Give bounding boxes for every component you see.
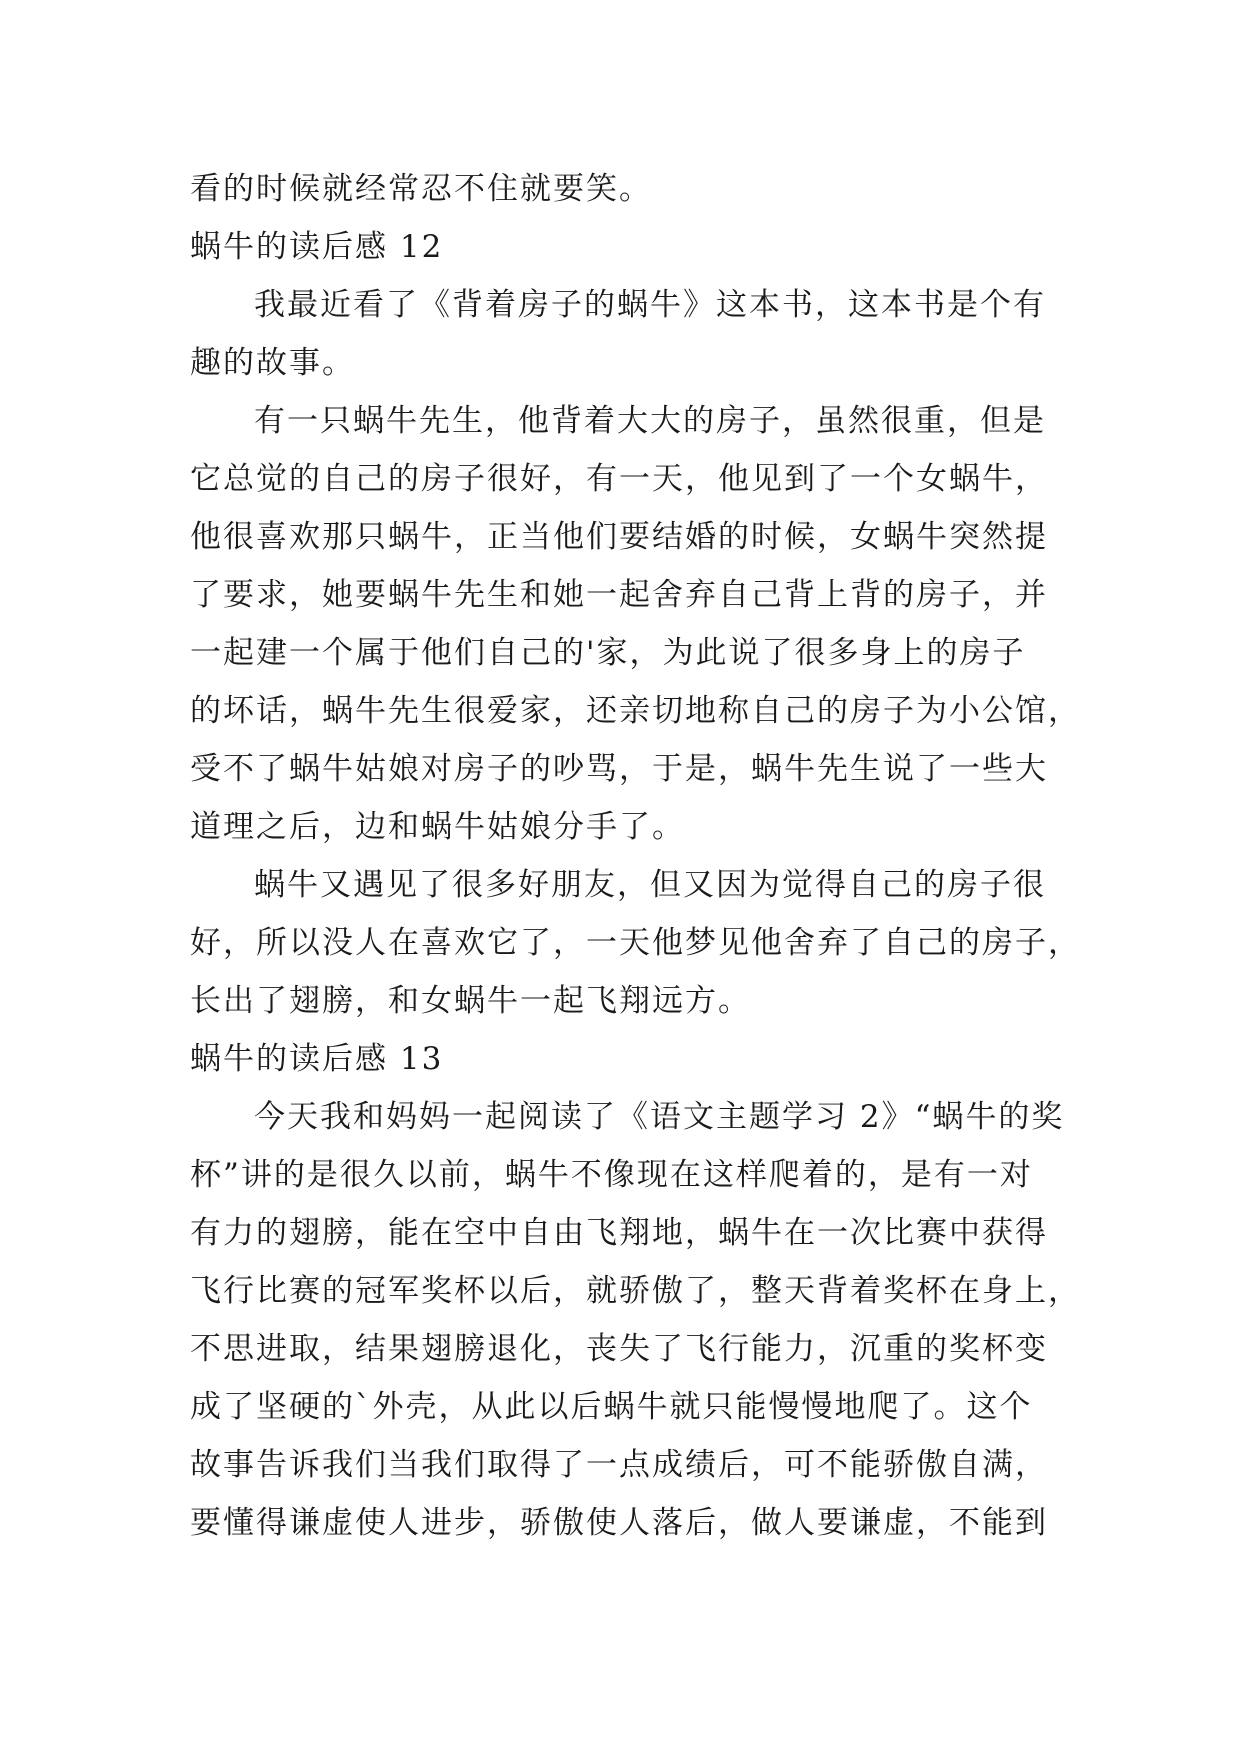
text-line: 要懂得谦虚使人进步，骄傲使人落后，做人要谦虚，不能到 [190,1505,1048,1541]
text-line: 了要求，她要蜗牛先生和她一起舍弃自己背上背的房子，并 [190,577,1048,613]
text-line: 长出了翅膀，和女蜗牛一起飞翔远方。 [190,983,751,1019]
text-line: 的坏话，蜗牛先生很爱家，还亲切地称自己的房子为小公馆， [190,693,1081,729]
text-line: 有力的翅膀，能在空中自由飞翔地，蜗牛在一次比赛中获得 [190,1215,1048,1251]
document-body [190,160,1081,1552]
text-line: 好，所以没人在喜欢它了，一天他梦见他舍弃了自己的房子， [190,925,1081,961]
text-line: 他很喜欢那只蜗牛，正当他们要结婚的时候，女蜗牛突然提 [190,519,1048,555]
text-line: 杯”讲的是很久以前，蜗牛不像现在这样爬着的，是有一对 [190,1157,1033,1193]
text-line: 成了坚硬的`外壳，从此以后蜗牛就只能慢慢地爬了。这个 [190,1389,1033,1425]
text-line: 今天我和妈妈一起阅读了《语文主题学习 2》“蜗牛的奖 [254,1099,1065,1135]
text-line: 道理之后，边和蜗牛姑娘分手了。 [190,809,685,845]
text-line: 不思进取，结果翅膀退化，丧失了飞行能力，沉重的奖杯变 [190,1331,1048,1367]
text-line: 趣的故事。 [190,345,355,381]
section12-paragraph-3 [190,856,1081,1030]
section-heading-12: 蜗牛的读后感 12 [190,229,444,265]
text-line: 有一只蜗牛先生，他背着大大的房子，虽然很重，但是 [254,403,1046,439]
text-line: 一起建一个属于他们自己的'家，为此说了很多身上的房子 [190,635,1026,671]
text-line: 飞行比赛的冠军奖杯以后，就骄傲了，整天背着奖杯在身上， [190,1273,1081,1309]
text-line: 故事告诉我们当我们取得了一点成绩后，可不能骄傲自满， [190,1447,1048,1483]
intro-line: 看的时候就经常忍不住就要笑。 [190,171,652,207]
section12-paragraph-1 [190,276,1060,392]
text-line: 蜗牛又遇见了很多好朋友，但又因为觉得自己的房子很 [254,867,1046,903]
section-heading-13: 蜗牛的读后感 13 [190,1041,444,1077]
section12-paragraph-2 [190,392,1081,856]
text-line: 我最近看了《背着房子的蜗牛》这本书，这本书是个有 [254,287,1046,323]
text-line: 它总觉的自己的房子很好，有一天，他见到了一个女蜗牛， [190,461,1048,497]
text-line: 受不了蜗牛姑娘对房子的吵骂，于是，蜗牛先生说了一些大 [190,751,1048,787]
section13-paragraph-1 [190,1088,1081,1552]
